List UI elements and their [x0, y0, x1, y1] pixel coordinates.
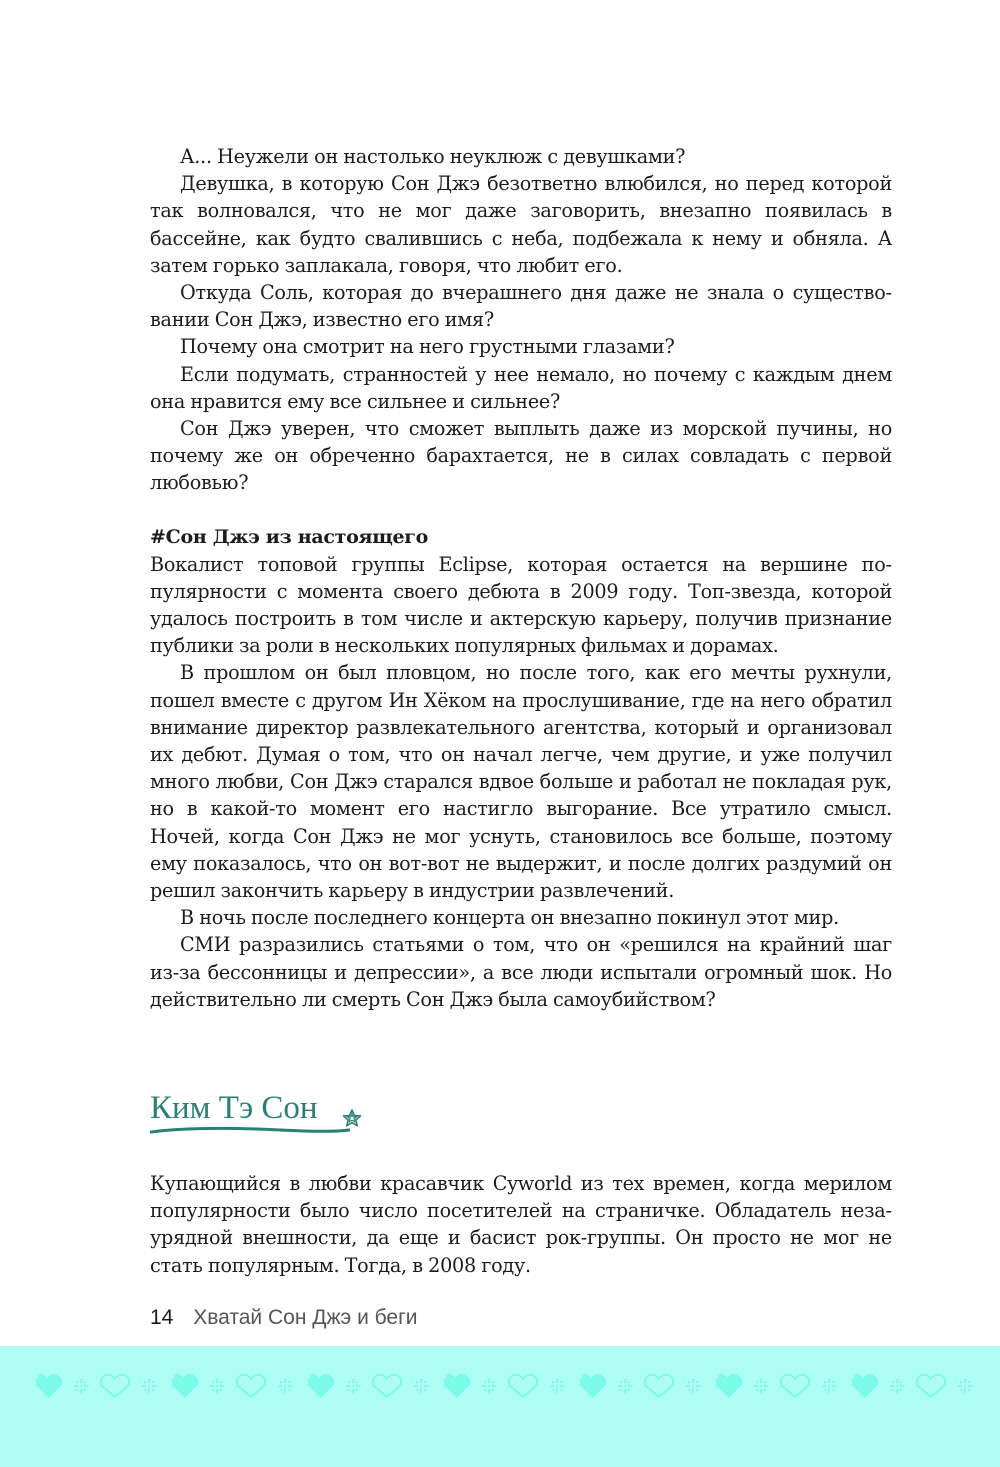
sparkle-icon — [268, 1372, 302, 1400]
character-heading — [150, 1088, 410, 1148]
sparkle-icon — [744, 1372, 778, 1400]
heart-outline-icon — [914, 1372, 948, 1400]
sparkle-icon — [472, 1372, 506, 1400]
character-name: Ким Тэ Сон — [150, 1090, 318, 1126]
heart-filled-icon — [302, 1372, 336, 1400]
paragraph: Сон Джэ уверен, что сможет выплыть даже из морской пучины, но почему же он обреченно барахтается, не в силах совладать с первой любовью? — [150, 417, 892, 495]
heart-filled-icon — [574, 1372, 608, 1400]
section-heading: #Сон Джэ из настоящего — [150, 525, 428, 548]
sparkle-icon — [336, 1372, 370, 1400]
sparkle-icon — [200, 1372, 234, 1400]
heart-filled-icon — [30, 1372, 64, 1400]
brush-underline — [150, 1124, 350, 1138]
heart-outline-icon — [234, 1372, 268, 1400]
sparkle-icon — [880, 1372, 914, 1400]
heart-outline-icon — [506, 1372, 540, 1400]
heart-outline-icon — [778, 1372, 812, 1400]
sparkle-icon — [540, 1372, 574, 1400]
heart-outline-icon — [642, 1372, 676, 1400]
heart-filled-icon — [438, 1372, 472, 1400]
page-number: 14 — [150, 1306, 174, 1329]
sparkle-icon — [812, 1372, 846, 1400]
heart-outline-icon — [370, 1372, 404, 1400]
page-body — [150, 143, 892, 1013]
heart-filled-icon — [710, 1372, 744, 1400]
sparkle-icon — [404, 1372, 438, 1400]
paragraph: В прошлом он был пловцом, но после того, как его мечты рухнули, пошел вместе с другом Ин Хёком на прослушивание, где на него обратил внимание директор развлекательного агентства, который и организовал их дебют. Думая о том, что он начал легче, чем другие, и уже получил много любви, Сон Джэ старался вдвое больше и работал не покладая рук, но в какой-то момент его настигло выгорание. Все утратило смысл. Ночей, когда Сон Джэ не мог уснуть, становилось все больше, поэтому ему показалось, что он вот-вот не выдержит, и после долгих раздумий он решил закончить карьеру в индустрии развлечений. — [150, 661, 892, 903]
character-description — [150, 1170, 892, 1279]
decorative-border-band — [0, 1346, 1000, 1467]
paragraph: В ночь после последнего концерта он внезапно покинул этот мир. — [180, 906, 839, 930]
sparkle-icon — [948, 1372, 982, 1400]
paragraph: Девушка, в которую Сон Джэ безответно влюбился, но перед которой так волновался, что не мог даже заговорить, внезапно появилась в бассейне, как будто свалившись с неба, подбежала к нему и обняла. А затем горько заплакала, говоря, что любит его. — [150, 172, 892, 277]
paragraph: СМИ разразились статьями о том, что он «решился на крайний шаг из-за бессонницы и депрессии», а все люди испытали огромный шок. Но действительно ли смерть Сон Джэ была самоубийством? — [150, 933, 892, 1011]
heart-filled-icon — [846, 1372, 880, 1400]
lead-paragraph: Вокалист топовой группы Eclipse, которая остается на вершине популярности с момента своего дебюта в 2009 году. Топ-звезда, которой удалось построить в том числе и актерскую карьеру, получив признание публики за роли в нескольких популярных фильмах и дорамах. — [150, 552, 892, 658]
heart-filled-icon — [166, 1372, 200, 1400]
section-spacer — [150, 497, 892, 524]
heart-outline-icon — [98, 1372, 132, 1400]
section-intro — [150, 143, 892, 497]
paragraph: Откуда Соль, которая до вчерашнего дня даже не знала о существовании Сон Джэ, известно его имя? — [150, 281, 892, 332]
section-present-song-jae — [150, 524, 892, 1013]
paragraph: Если подумать, странностей у нее немало, но почему с каждым днем она нравится ему все сильнее и сильнее? — [150, 362, 892, 413]
sparkle-icon — [64, 1372, 98, 1400]
paragraph: Почему она смотрит на него грустными глазами? — [180, 335, 675, 359]
page-footer — [150, 1305, 418, 1331]
sparkle-icon — [608, 1372, 642, 1400]
sparkle-icon — [132, 1372, 166, 1400]
sparkle-icon — [676, 1372, 710, 1400]
paragraph: А... Неужели он настолько неуклюж с девушками? — [180, 145, 686, 168]
running-title: Хватай Сон Джэ и беги — [193, 1306, 418, 1329]
paragraph: Купающийся в любви красавчик Cyworld из тех времен, когда мерилом популярности было число посетителей на страничке. Обладатель незаурядной внешности, да еще и басист рок-группы. Он просто не мог не стать популярным. Тогда, в 2008 году. — [150, 1172, 892, 1277]
heart-pattern-row — [30, 1372, 982, 1400]
